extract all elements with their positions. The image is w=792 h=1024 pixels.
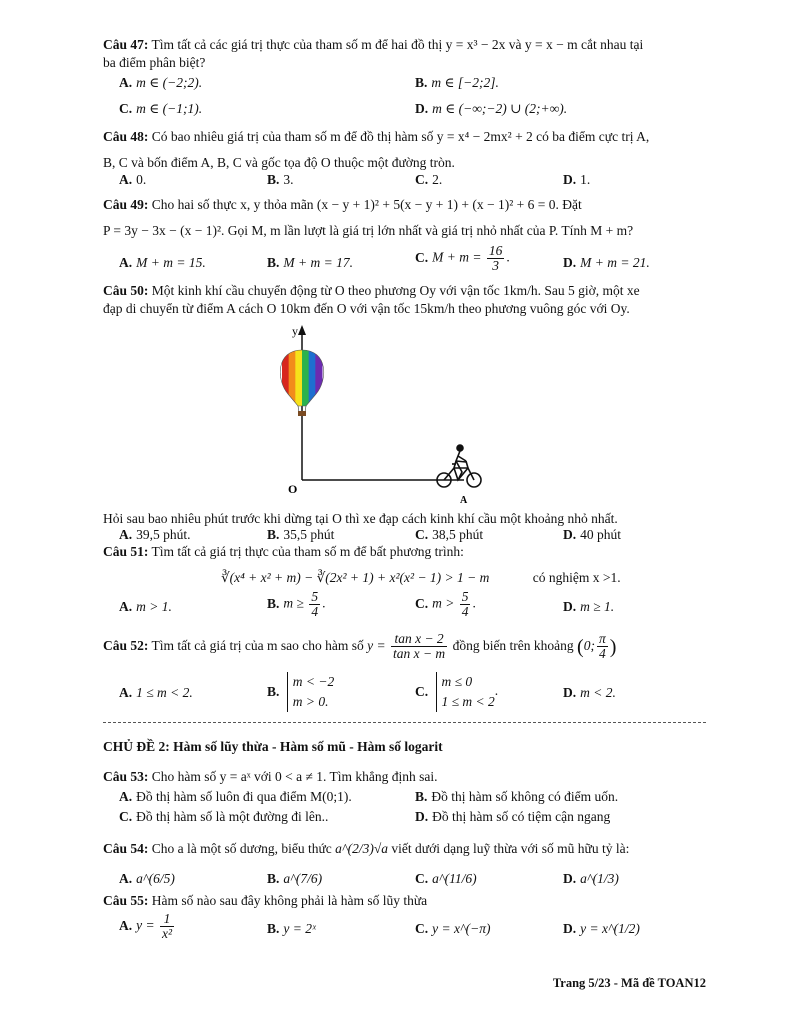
q51-option-a-text: m > 1. bbox=[136, 599, 172, 614]
q50-option-c-text: 38,5 phút bbox=[432, 527, 484, 542]
q47-option-b-text: m ∈ [−2;2]. bbox=[431, 75, 499, 90]
q51-stem bbox=[103, 543, 464, 561]
q49-option-d-text: M + m = 21. bbox=[580, 255, 650, 270]
q50-option-b[interactable]: B. 35,5 phút bbox=[267, 527, 335, 542]
q50-option-a[interactable]: A. 39,5 phút. bbox=[119, 527, 191, 542]
q54-option-d-text: a^(1/3) bbox=[580, 871, 619, 886]
balloon-stripe bbox=[309, 348, 316, 408]
q52-option-d-text: m < 2. bbox=[580, 685, 616, 700]
q52-option-c-system: m ≤ 0 1 ≤ m < 2 bbox=[436, 672, 495, 712]
q54-option-c-text: a^(11/6) bbox=[432, 871, 477, 886]
q52-option-b-system: m < −2 m > 0. bbox=[287, 672, 334, 712]
q48-option-d-text: 1. bbox=[580, 172, 591, 187]
q50-question: Hỏi sau bao nhiêu phút trước khi dừng tại O thì xe đạp cách kinh khí cầu một khoảng nhỏ nhất. bbox=[103, 511, 618, 526]
q54-text-post: viết dưới dạng luỹ thừa với số mũ hữu tỷ là: bbox=[391, 841, 630, 856]
q47-option-c-text: m ∈ (−1;1). bbox=[136, 101, 203, 116]
q47-option-a-text: m ∈ (−2;2). bbox=[136, 75, 203, 90]
q51-option-b-pre: m ≥ bbox=[283, 595, 304, 611]
q47-option-b[interactable]: B. m ∈ [−2;2]. bbox=[415, 75, 499, 90]
q49-option-c[interactable]: C. M + m = $\frac{16}{3}$ . bbox=[415, 243, 510, 273]
q48-label: Câu 48: bbox=[103, 129, 149, 144]
q51-label: Câu 51: bbox=[103, 544, 149, 559]
q51-option-d-text: m ≥ 1. bbox=[580, 599, 615, 614]
topic-heading: CHỦ ĐỀ 2: Hàm số lũy thừa - Hàm số mũ - Hàm số logarit bbox=[103, 739, 443, 754]
q55-option-a[interactable]: A. y = $\frac{1}{\text{x²}}$ bbox=[119, 911, 173, 941]
q47-option-d-text: m ∈ (−∞;−2) ∪ (2;+∞). bbox=[432, 101, 568, 116]
q53-stem bbox=[103, 768, 438, 786]
q54-option-a-text: a^(6/5) bbox=[136, 871, 175, 886]
q51-option-b-fraction: $\frac{5}{4}$ bbox=[311, 589, 319, 619]
q50-option-d-text: 40 phút bbox=[580, 527, 622, 542]
q55-option-b-text: y = 2ˣ bbox=[283, 921, 316, 936]
q48-option-a[interactable]: A. 0. bbox=[119, 172, 147, 187]
q52-y: y = bbox=[367, 638, 386, 653]
q50-diagram bbox=[280, 322, 500, 512]
q54-label: Câu 54: bbox=[103, 841, 149, 856]
q50-stem bbox=[103, 282, 640, 300]
q53-option-d-text: Đồ thị hàm số có tiệm cận ngang bbox=[432, 809, 611, 824]
q54-option-a[interactable]: A. a^(6/5) bbox=[119, 871, 175, 886]
q49-option-b[interactable]: B. M + m = 17. bbox=[267, 255, 353, 270]
q53-option-a[interactable]: A. Đồ thị hàm số luôn đi qua điểm M(0;1). bbox=[119, 789, 352, 804]
q52-stem: Câu 52: Tìm tất cả giá trị của m sao cho hàm số y = $\frac{\text{tan x − 2}}{\text{tan x − m}}$ đồng biến trên khoảng (0; $\frac{\pi}{4}$ ) bbox=[103, 631, 617, 662]
q51-text: Tìm tất cả giá trị thực của tham số m để bất phương trình: bbox=[151, 544, 464, 559]
q55-stem bbox=[103, 892, 427, 910]
q55-option-d[interactable]: D. y = x^(1/2) bbox=[563, 921, 640, 936]
q55-option-a-fraction: $\frac{1}{\text{x²}}$ bbox=[161, 911, 173, 941]
q51-option-d[interactable]: D. m ≥ 1. bbox=[563, 599, 615, 614]
q50-option-d[interactable]: D. 40 phút bbox=[563, 527, 622, 542]
q48-option-d[interactable]: D. 1. bbox=[563, 172, 591, 187]
q54-option-c[interactable]: C. a^(11/6) bbox=[415, 871, 477, 886]
q49-option-b-text: M + m = 17. bbox=[283, 255, 353, 270]
q52-text: Tìm tất cả giá trị của m sao cho hàm số bbox=[151, 638, 364, 653]
q50-option-a-text: 39,5 phút. bbox=[136, 527, 191, 542]
q47-option-c[interactable]: C. m ∈ (−1;1). bbox=[119, 101, 203, 116]
q55-option-c-text: y = x^(−π) bbox=[432, 921, 491, 936]
q51-formula-tail: có nghiệm x >1. bbox=[532, 570, 621, 585]
q50-text: Một kinh khí cầu chuyển động từ O theo phương Oy với vận tốc 1km/h. Sau 5 giờ, một xe bbox=[151, 283, 640, 298]
q54-option-b[interactable]: B. a^(7/6) bbox=[267, 871, 323, 886]
q54-expression: a^(2/3)√a bbox=[335, 841, 389, 856]
q55-label: Câu 55: bbox=[103, 893, 149, 908]
q48-option-b[interactable]: B. 3. bbox=[267, 172, 294, 187]
q47-option-a[interactable]: A. m ∈ (−2;2). bbox=[119, 75, 203, 90]
q49-option-c-fraction: $\frac{16}{3}$ bbox=[488, 243, 503, 273]
q50-stem-2: đạp di chuyển từ điểm A cách O 10km đến O với vận tốc 15km/h theo phương vuông góc với Oy. bbox=[103, 301, 630, 316]
q55-option-a-pre: y = bbox=[136, 917, 155, 933]
q53-option-b[interactable]: B. Đồ thị hàm số không có điểm uốn. bbox=[415, 789, 619, 804]
q51-option-c-fraction: $\frac{5}{4}$ bbox=[461, 589, 469, 619]
q51-inequality: ∛(x⁴ + x² + m) − ∛(2x² + 1) + x²(x² − 1) > 1 − m bbox=[221, 570, 490, 585]
q52-option-d[interactable]: D. m < 2. bbox=[563, 685, 616, 700]
q55-option-b[interactable]: B. y = 2ˣ bbox=[267, 921, 316, 936]
q54-option-d[interactable]: D. a^(1/3) bbox=[563, 871, 619, 886]
q48-option-c-text: 2. bbox=[432, 172, 443, 187]
balloon-stripe bbox=[282, 348, 289, 408]
q52-mid-text: đồng biến trên khoảng bbox=[452, 638, 574, 653]
q47-text: Tìm tất cả các giá trị thực của tham số m để hai đồ thị y = x³ − 2x và y = x − m cắt nhau tại bbox=[151, 37, 644, 52]
q52-option-b[interactable]: B. m < −2 m > 0. bbox=[267, 672, 334, 712]
section-divider bbox=[103, 722, 706, 723]
q52-label: Câu 52: bbox=[103, 638, 149, 653]
y-axis-arrow-icon bbox=[298, 325, 306, 335]
q52-option-c[interactable]: C. m ≤ 0 1 ≤ m < 2. bbox=[415, 672, 498, 712]
q53-label: Câu 53: bbox=[103, 769, 149, 784]
q54-stem bbox=[103, 840, 629, 858]
q53-option-c-text: Đồ thị hàm số là một đường đi lên.. bbox=[136, 809, 329, 824]
q52-option-a-text: 1 ≤ m < 2. bbox=[136, 685, 193, 700]
q52-option-a[interactable]: A. 1 ≤ m < 2. bbox=[119, 685, 193, 700]
q48-option-a-text: 0. bbox=[136, 172, 147, 187]
q50-figure bbox=[280, 322, 500, 512]
q49-stem-2: P = 3y − 3x − (x − 1)². Gọi M, m lần lượt là giá trị lớn nhất và giá trị nhỏ nhất của P. Tính M + m? bbox=[103, 223, 634, 238]
q51-option-c-pre: m > bbox=[432, 595, 455, 611]
q49-option-c-pre: M + m = bbox=[432, 249, 482, 265]
page-footer: Trang 5/23 - Mã đề TOAN12 bbox=[552, 976, 706, 990]
q55-option-d-text: y = x^(1/2) bbox=[580, 921, 640, 936]
balloon-stripe bbox=[302, 348, 309, 408]
q48-option-c[interactable]: C. 2. bbox=[415, 172, 443, 187]
q53-option-c[interactable]: C. Đồ thị hàm số là một đường đi lên.. bbox=[119, 809, 329, 824]
point-a-label: A bbox=[460, 495, 468, 506]
q55-text: Hàm số nào sau đây không phải là hàm số lũy thừa bbox=[151, 893, 428, 908]
balloon-stripe bbox=[295, 348, 302, 408]
q51-option-a[interactable]: A. m > 1. bbox=[119, 599, 172, 614]
q49-label: Câu 49: bbox=[103, 197, 149, 212]
q50-label: Câu 50: bbox=[103, 283, 149, 298]
q51-option-c[interactable]: C. m > $\frac{5}{4}$ . bbox=[415, 589, 476, 619]
q47-stem-2: ba điểm phân biệt? bbox=[103, 55, 206, 70]
q49-option-a-text: M + m = 15. bbox=[136, 255, 206, 270]
q47-label: Câu 47: bbox=[103, 37, 149, 52]
q47-option-d[interactable]: D. m ∈ (−∞;−2) ∪ (2;+∞). bbox=[415, 101, 568, 116]
q47-stem bbox=[103, 36, 643, 54]
q53-text: Cho hàm số y = aˣ với 0 < a ≠ 1. Tìm khẳng định sai. bbox=[151, 769, 438, 784]
q48-stem-2: B, C và bốn điểm A, B, C và gốc tọa độ O thuộc một đường tròn. bbox=[103, 155, 455, 170]
q55-option-c[interactable]: C. y = x^(−π) bbox=[415, 921, 491, 936]
q48-option-b-text: 3. bbox=[283, 172, 294, 187]
q51-formula bbox=[221, 569, 621, 587]
q53-option-b-text: Đồ thị hàm số không có điểm uốn. bbox=[431, 789, 619, 804]
q52-interval-fraction: $\frac{\pi}{4}$ bbox=[598, 631, 606, 662]
hot-air-balloon-icon bbox=[280, 348, 323, 416]
q54-text-pre: Cho a là một số dương, biểu thức bbox=[151, 841, 332, 856]
q49-option-a[interactable]: A. M + m = 15. bbox=[119, 255, 206, 270]
q52-interval-start: 0; bbox=[583, 638, 595, 653]
q48-stem bbox=[103, 128, 649, 146]
q53-option-d[interactable]: D. Đồ thị hàm số có tiệm cận ngang bbox=[415, 809, 611, 824]
origin-label: O bbox=[288, 482, 298, 496]
q50-option-b-text: 35,5 phút bbox=[283, 527, 335, 542]
q53-option-a-text: Đồ thị hàm số luôn đi qua điểm M(0;1). bbox=[136, 789, 352, 804]
q51-option-b[interactable]: B. m ≥ $\frac{5}{4}$ . bbox=[267, 589, 326, 619]
q49-text: Cho hai số thực x, y thỏa mãn (x − y + 1)² + 5(x − y + 1) + (x − 1)² + 6 = 0. Đặt bbox=[151, 197, 582, 212]
q50-option-c[interactable]: C. 38,5 phút bbox=[415, 527, 484, 542]
y-axis-label: y bbox=[292, 324, 298, 338]
q52-function-fraction: $\frac{\text{tan x − 2}}{\text{tan x − m}}$ bbox=[392, 631, 446, 662]
q54-option-b-text: a^(7/6) bbox=[283, 871, 323, 886]
q49-stem bbox=[103, 196, 582, 214]
q48-text: Có bao nhiêu giá trị của tham số m để đồ thị hàm số y = x⁴ − 2mx² + 2 có ba điểm cực trị A, bbox=[151, 129, 650, 144]
q49-option-d[interactable]: D. M + m = 21. bbox=[563, 255, 650, 270]
